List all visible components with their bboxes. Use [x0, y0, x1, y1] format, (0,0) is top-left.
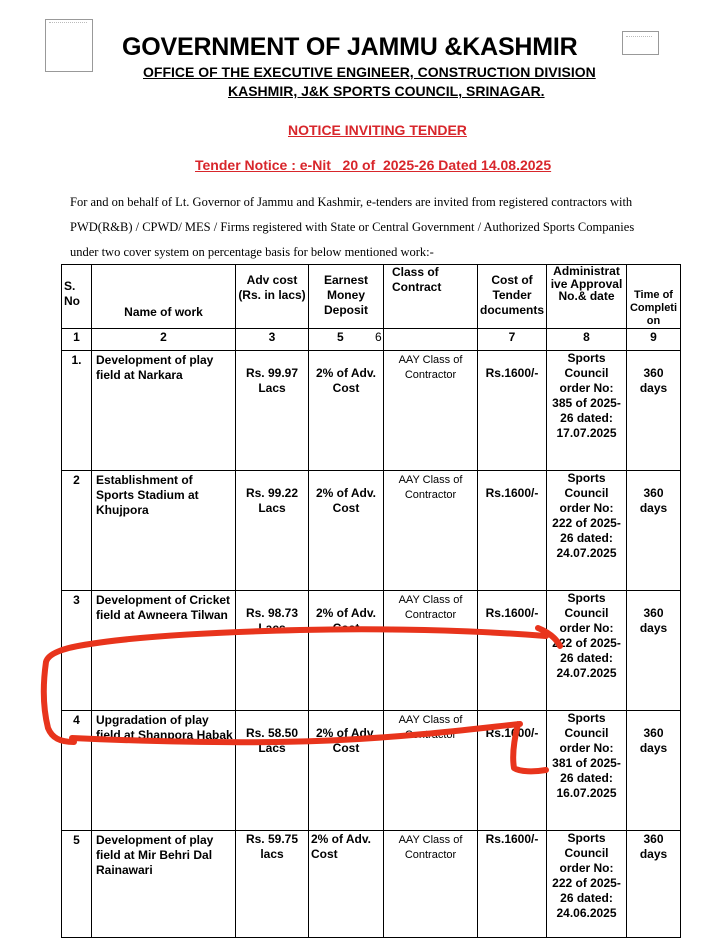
cell-sno: 4	[62, 711, 92, 831]
col-num: 2	[92, 329, 236, 351]
column-number-row	[62, 329, 681, 351]
col-num: 1	[62, 329, 92, 351]
header-admin-approval: Administrat ive Approval No.& date	[547, 265, 627, 329]
cell-sno: 1.	[62, 351, 92, 471]
tender-table	[61, 264, 681, 938]
cell-adv-cost: Rs. 98.73 Lacs	[236, 591, 309, 711]
office-line-1: OFFICE OF THE EXECUTIVE ENGINEER, CONSTRUCTION DIVISION	[143, 64, 596, 80]
cell-name: Development of play field at Mir Behri Dal Rainawari	[92, 831, 236, 938]
cell-tender-cost: Rs.1600/-	[478, 471, 547, 591]
col-num: 6	[375, 330, 382, 344]
intro-paragraph: For and on behalf of Lt. Governor of Jammu and Kashmir, e-tenders are invited from registered contractors with PWD(R&B) / CPWD/ MES / Firms registered with State or Central Government / Authorized Sports Companies under two cover system on percentage basis for below mentioned work:-	[70, 195, 635, 259]
cell-sno: 5	[62, 831, 92, 938]
table-header-row	[62, 265, 681, 329]
header-time: Time of Completi on	[627, 265, 681, 329]
cell-admin-approval: Sports Council order No: 222 of 2025-26 dated: 24.06.2025	[547, 831, 627, 938]
table-row	[62, 831, 681, 938]
cell-time: 360 days	[627, 711, 681, 831]
government-heading: GOVERNMENT OF JAMMU &KASHMIR	[122, 33, 578, 61]
cell-adv-cost: Rs. 59.75 lacs	[236, 831, 309, 938]
cell-class: AAY Class of Contractor	[384, 351, 478, 471]
cell-sno: 2	[62, 471, 92, 591]
cell-tender-cost: Rs.1600/-	[478, 591, 547, 711]
cell-emd: 2% of Adv. Cost	[309, 591, 384, 711]
cell-tender-cost: Rs.1600/-	[478, 351, 547, 471]
col-num: 9	[627, 329, 681, 351]
col-num-split	[309, 329, 384, 351]
cell-time: 360 days	[627, 831, 681, 938]
col-num: 5	[337, 330, 344, 344]
cell-class: AAY Class of Contractor	[384, 471, 478, 591]
cell-name: Establishment of Sports Stadium at Khujpora	[92, 471, 236, 591]
cell-admin-approval: Sports Council order No: 381 of 2025-26 dated: 16.07.2025	[547, 711, 627, 831]
cell-adv-cost: Rs. 99.97 Lacs	[236, 351, 309, 471]
col-num: 3	[236, 329, 309, 351]
cell-name: Upgradation of play field at Shanpora Habak	[92, 711, 236, 831]
cell-sno: 3	[62, 591, 92, 711]
header-sno: S. No	[62, 265, 92, 329]
header-class: Class of Contract	[384, 265, 478, 329]
cell-class: AAY Class of Contractor	[384, 591, 478, 711]
cell-tender-cost: Rs.1600/-	[478, 831, 547, 938]
tender-notice-number: Tender Notice : e-Nit 20 of 2025-26 Dated 14.08.2025	[195, 157, 552, 173]
cell-time: 360 days	[627, 471, 681, 591]
cell-emd: 2% of Adv. Cost	[309, 471, 384, 591]
cell-adv-cost: Rs. 99.22 Lacs	[236, 471, 309, 591]
col-num: 8	[547, 329, 627, 351]
col-num	[384, 329, 478, 351]
department-logo-placeholder	[45, 19, 93, 72]
table-row	[62, 351, 681, 471]
cell-admin-approval: Sports Council order No: 385 of 2025-26 dated: 17.07.2025	[547, 351, 627, 471]
cell-adv-cost: Rs. 58.50 Lacs	[236, 711, 309, 831]
cell-time: 360 days	[627, 351, 681, 471]
notice-title: NOTICE INVITING TENDER	[288, 122, 467, 138]
cell-emd: 2% of Adv. Cost	[309, 351, 384, 471]
header-adv-cost: Adv cost (Rs. in lacs)	[236, 265, 309, 329]
header-emd: Earnest Money Deposit	[309, 265, 384, 329]
cell-name: Development of Cricket field at Awneera Tilwan	[92, 591, 236, 711]
col-num: 7	[478, 329, 547, 351]
header-tender-cost: Cost of Tender documents	[478, 265, 547, 329]
cell-time: 360 days	[627, 591, 681, 711]
cell-class: AAY Class of Contractor	[384, 831, 478, 938]
table-row	[62, 711, 681, 831]
cell-class: AAY Class of Contractor	[384, 711, 478, 831]
emblem-placeholder	[622, 31, 659, 55]
cell-tender-cost: Rs.1600/-	[478, 711, 547, 831]
header-name: Name of work	[92, 265, 236, 329]
office-line-2: KASHMIR, J&K SPORTS COUNCIL, SRINAGAR.	[228, 83, 545, 99]
cell-emd: 2% of Adv. Cost	[309, 711, 384, 831]
cell-emd: 2% of Adv. Cost	[309, 831, 384, 938]
cell-name: Development of play field at Narkara	[92, 351, 236, 471]
table-row	[62, 591, 681, 711]
cell-admin-approval: Sports Council order No: 222 of 2025-26 dated: 24.07.2025	[547, 471, 627, 591]
table-row	[62, 471, 681, 591]
cell-admin-approval: Sports Council order No: 222 of 2025-26 dated: 24.07.2025	[547, 591, 627, 711]
